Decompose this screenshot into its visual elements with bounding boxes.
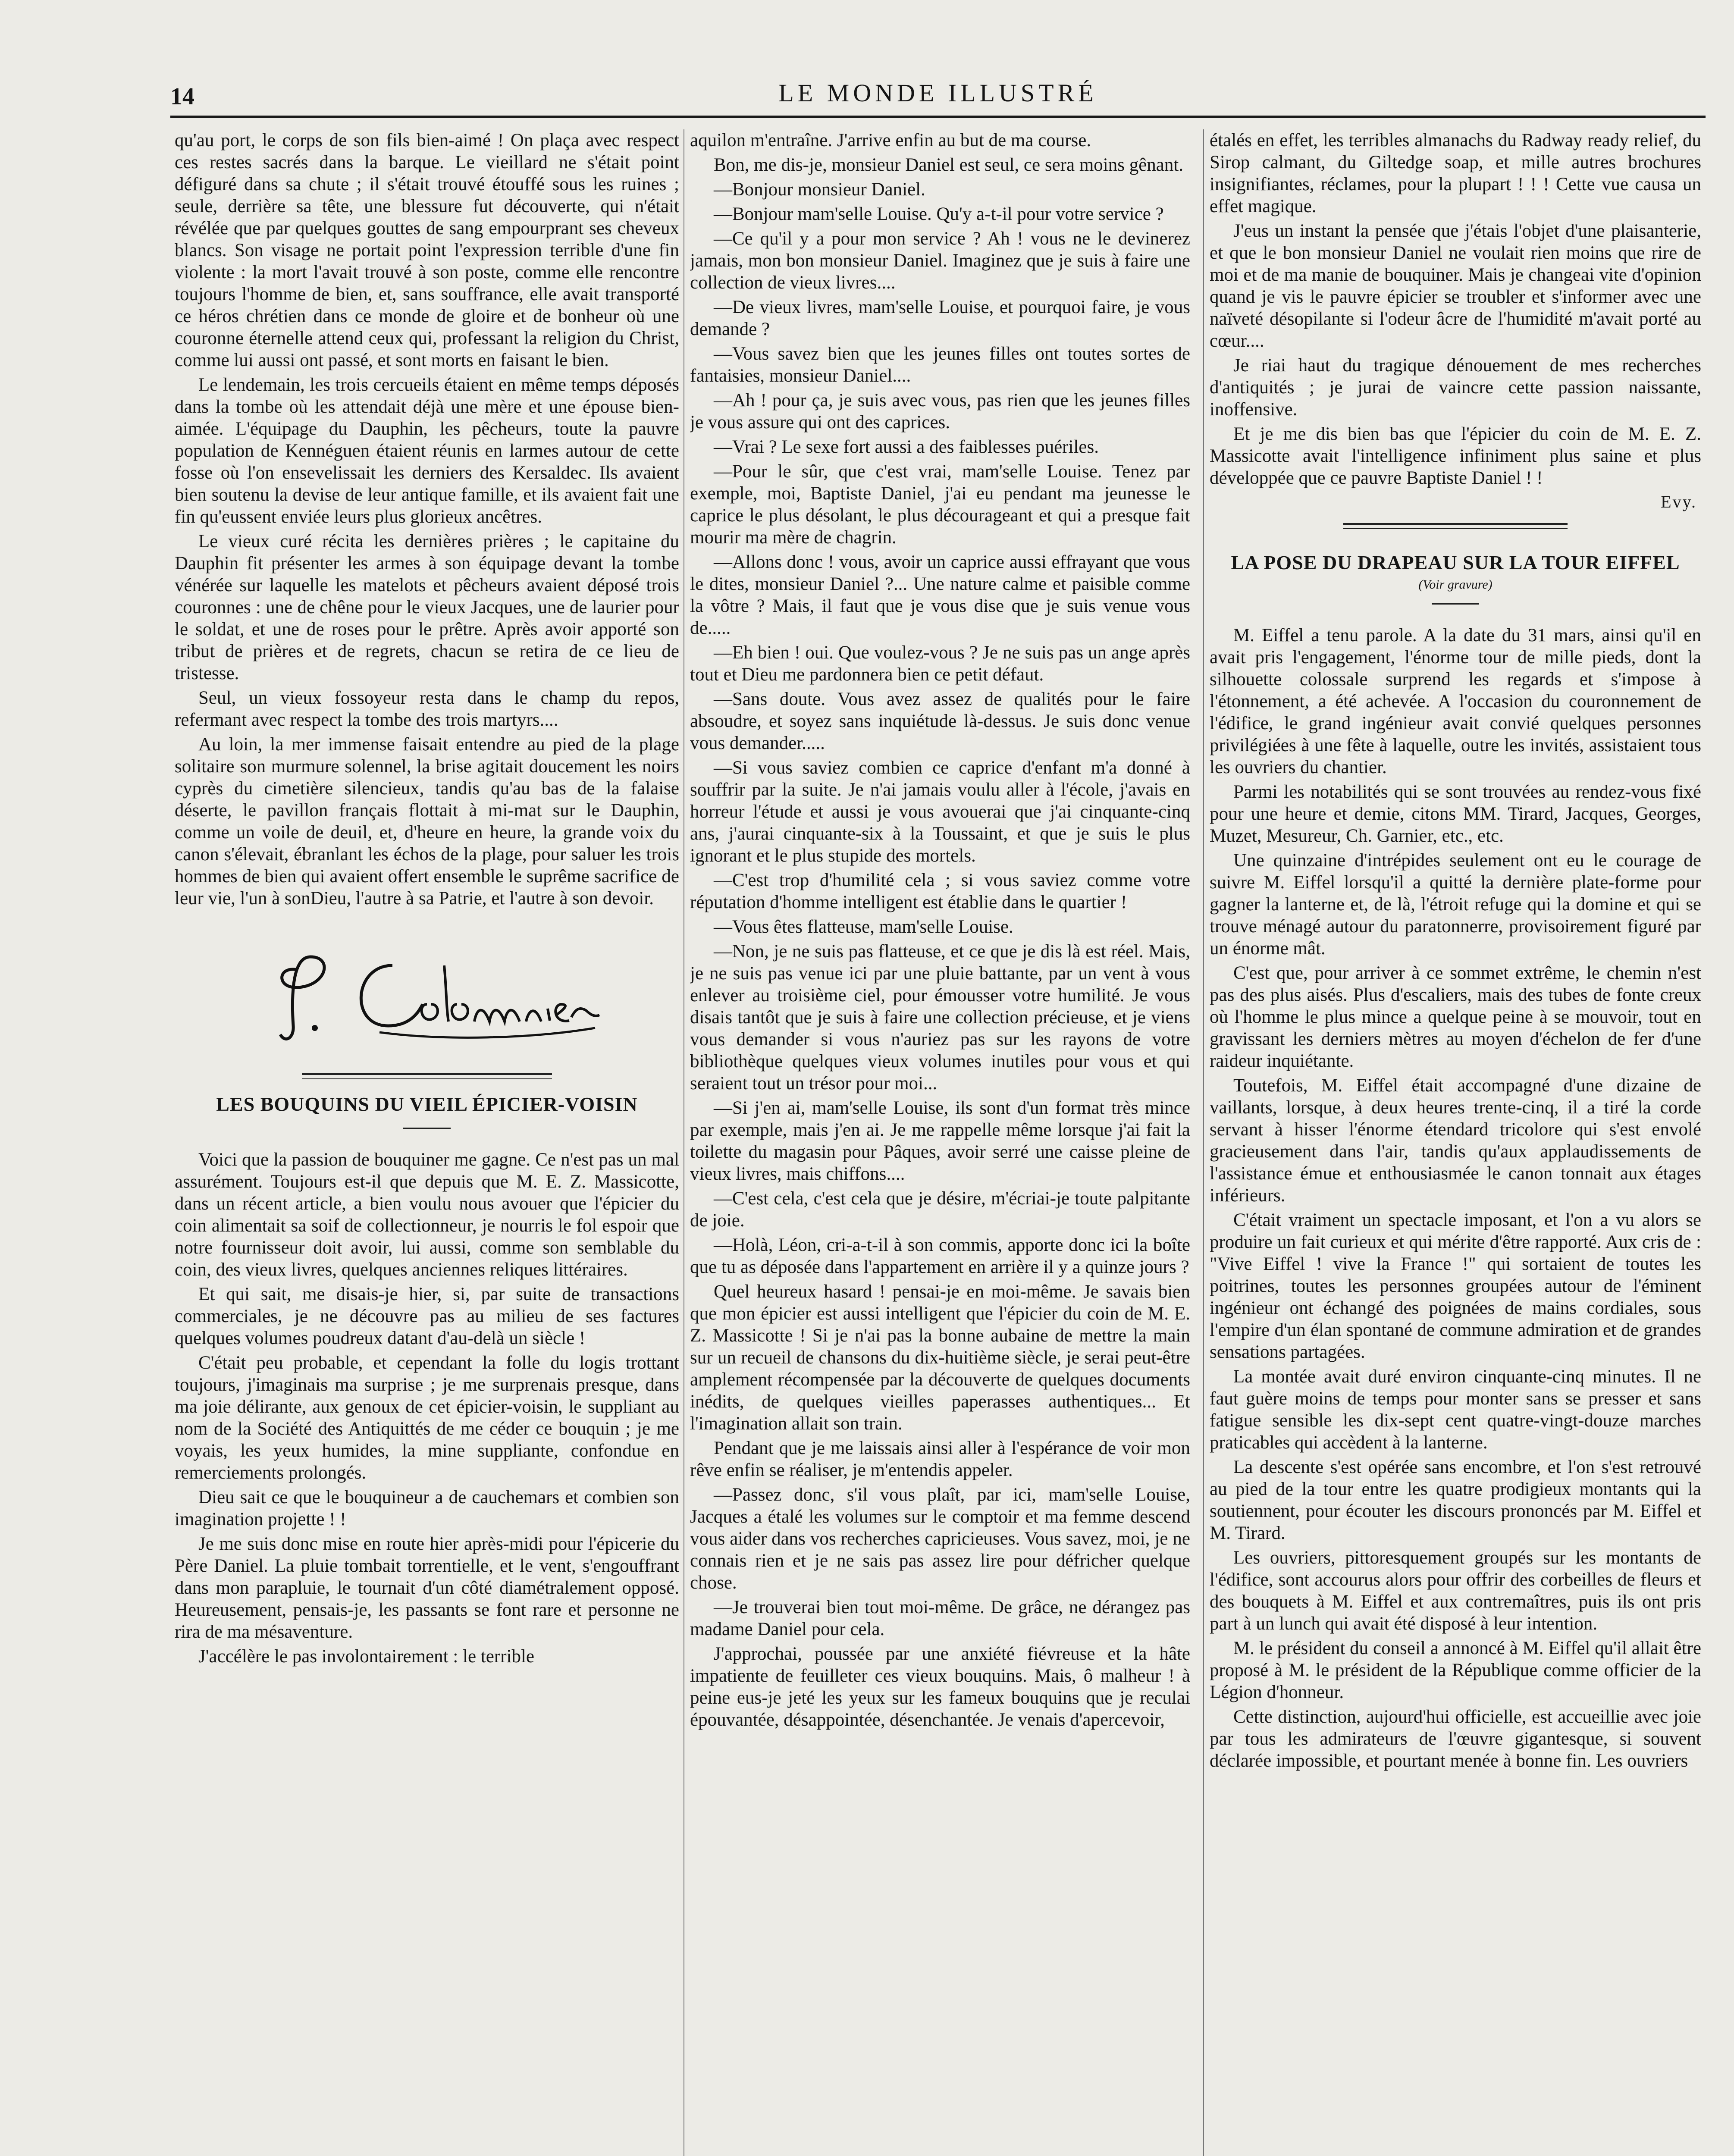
article-subtitle: (Voir gravure) bbox=[1418, 577, 1493, 592]
paragraph: Toutefois, M. Eiffel était accompagné d'une dizaine de vaillants, lorsque, à deux heures trente-cinq, il a tiré la corde servant à hisser l'énorme étendard tricolore qui s'est envolé gracieusement dans l'air, tandis qu'aux applaudissements de l'assistance émue et enthousiasmée le canon tonnait aux étages inférieurs. bbox=[1210, 1075, 1701, 1206]
signature-drawing bbox=[250, 940, 604, 1052]
column-2 bbox=[690, 129, 1190, 2156]
paragraph: Une quinzaine d'intrépides seulement ont eu le courage de suivre M. Eiffel lorsqu'il a quitté la dernière plate-forme pour gagner la lanterne et, de là, l'étroit refuge qui la domine et qui se trouve ménagé autour du paratonnerre, provisoirement figuré par un énorme mât. bbox=[1210, 850, 1701, 959]
title-rule bbox=[403, 1128, 451, 1129]
column-1 bbox=[175, 129, 679, 2156]
paragraph: Pendant que je me laissais ainsi aller à l'espérance de voir mon rêve enfin se réaliser, je m'entendis appeler. bbox=[690, 1438, 1190, 1480]
paragraph: Bon, me dis-je, monsieur Daniel est seul, ce sera moins gênant. bbox=[714, 155, 1184, 175]
dialogue-line: —Ah ! pour ça, je suis avec vous, pas rien que les jeunes filles je vous assure qui ont des caprices. bbox=[690, 390, 1190, 432]
dialogue-line: —De vieux livres, mam'selle Louise, et pourquoi faire, je vous demande ? bbox=[690, 297, 1190, 339]
paragraph: Cette distinction, aujourd'hui officielle, est accueillie avec joie par tous les admirateurs de l'œuvre gigantesque, si souvent déclarée impossible, et pourtant menée à bonne fin. Les ouvriers bbox=[1210, 1707, 1701, 1771]
journal-title: LE MONDE ILLUSTRÉ bbox=[778, 79, 1097, 107]
paragraph: aquilon m'entraîne. J'arrive enfin au but de ma course. bbox=[690, 130, 1091, 150]
dialogue-line: —Non, je ne suis pas flatteuse, et ce que je dis là est réel. Mais, je ne suis pas venue ici par une pluie battante, par un vent à vous enlever au troisième ciel, pour émousser votre humilité. Je vous disais tantôt que je suis à faire une collection précieuse, et je viens vous demander si vous n'auriez pas sur les rayons de votre bibliothèque quelques vieux volumes inutiles pour vous et qui seraient tout un trésor pour moi... bbox=[690, 941, 1190, 1094]
paragraph: Je me suis donc mise en route hier après-midi pour l'épicerie du Père Daniel. La pluie tombait torrentielle, et le vent, s'engouffrant dans mon parapluie, le tournait d'un côté diamétralement opposé. Heureusement, pensais-je, les passants se font rare et personne ne rira de ma mésaventure. bbox=[175, 1534, 679, 1642]
page-header bbox=[170, 73, 1706, 116]
dialogue-line: —Eh bien ! oui. Que voulez-vous ? Je ne suis pas un ange après tout et Dieu me pardonnera bien ce petit défaut. bbox=[690, 642, 1190, 685]
dialogue-line: —Je trouverai bien tout moi-même. De grâce, ne dérangez pas madame Daniel pour cela. bbox=[690, 1597, 1190, 1639]
paragraph: qu'au port, le corps de son fils bien-aimé ! On plaça avec respect ces restes sacrés dans la barque. Le vieillard ne s'était point défiguré dans sa chute ; il s'était trouvé étouffé sous les ruines ; seule, derrière sa tête, une blessure fut découverte, qui n'était révélée que par quelques gouttes de sang empourprant ses cheveux blancs. Son visage ne portait point l'expression terrible d'une fin violente : la mort l'avait trouvé à son poste, comme elle rencontre toujours l'homme de bien, et, sans souffrance, elle avait transporté ce héros chrétien dans ce monde de gloire et de bonheur où une couronne éternelle attend ceux qui, professant la religion du Christ, comme lui aussi ont passé, et sont morts en faisant le bien. bbox=[175, 130, 679, 370]
dialogue-line: —Sans doute. Vous avez assez de qualités pour le faire absoudre, et soyez sans inquiétude là-dessus. Je suis donc venue vous demander..... bbox=[690, 689, 1190, 753]
column-3 bbox=[1210, 129, 1701, 2156]
dialogue-line: —Si j'en ai, mam'selle Louise, ils sont d'un format très mince par exemple, mais j'en ai. Je me rappelle même lorsque j'ai fait la toilette du magasin pour Pâques, avoir serré une caisse pleine de vieux livres, mais chiffons.... bbox=[690, 1098, 1190, 1184]
paragraph: Les ouvriers, pittoresquement groupés sur les montants de l'édifice, sont accourus alors pour offrir des corbeilles de fleurs et des bouquets à M. Eiffel et aux contremaîtres, puis ils ont pris part à un lunch qui avait été disposé à leur intention. bbox=[1210, 1548, 1701, 1634]
paragraph: Et qui sait, me disais-je hier, si, par suite de transactions commerciales, je ne découvre pas au milieu de ses factures quelques volumes poudreux datant d'au-delà un siècle ! bbox=[175, 1284, 679, 1348]
dialogue-line: —Passez donc, s'il vous plaît, par ici, mam'selle Louise, Jacques a étalé les volumes sur le comptoir et ma femme descend vous aider dans vos recherches capricieuses. Vous savez, moi, je ne connais rien et je ne sais pas assez lire pour défricher quelque chose. bbox=[690, 1485, 1190, 1593]
title-rule bbox=[1432, 603, 1479, 605]
dialogue-line: —Holà, Léon, cri-a-t-il à son commis, apporte donc ici la boîte que tu as déposée dans l'appartement en arrière il y a quinze jours ? bbox=[690, 1235, 1190, 1277]
dialogue-line: —Bonjour monsieur Daniel. bbox=[714, 179, 925, 200]
header-rule bbox=[170, 116, 1706, 118]
paragraph: La montée avait duré environ cinquante-cinq minutes. Il ne faut guère moins de temps pour monter sans se presser et sans fatigue sensible les dix-sept cent quatre-vingt-douze marches praticables qui accèdent à la lanterne. bbox=[1210, 1366, 1701, 1453]
dialogue-line: —C'est trop d'humilité cela ; si vous saviez comme votre réputation d'homme intelligent est établie dans le quartier ! bbox=[690, 870, 1190, 912]
paragraph: C'était peu probable, et cependant la folle du logis trottant toujours, j'imaginais ma surprise ; je me surprenais presque, dans ma joie délirante, aux genoux de cet épicier-voisin, le suppliant au nom de la Société des Antiquittés de me céder ce bouquin ; je me voyais, les yeux humides, la mine suppliante, confondue en remerciements prolongés. bbox=[175, 1353, 679, 1483]
paragraph: Quel heureux hasard ! pensai-je en moi-même. Je savais bien que mon épicier est aussi intelligent que l'épicier du coin de M. E. Z. Massicotte ! Si je n'ai pas la bonne aubaine de mettre la main sur un recueil de chansons du dix-huitième siècle, je serai peut-être amplement récompensée par la découverte de quelques documents inédits, de quelques vieilles paperasses authentiques... Et l'imagination allait son train. bbox=[690, 1282, 1190, 1434]
dialogue-line: —Vous êtes flatteuse, mam'selle Louise. bbox=[714, 917, 1013, 937]
dialogue-line: —Vous savez bien que les jeunes filles ont toutes sortes de fantaisies, monsieur Daniel.... bbox=[690, 344, 1190, 386]
article-title: LES BOUQUINS DU VIEIL ÉPICIER-VOISIN bbox=[216, 1093, 638, 1115]
paragraph: Au loin, la mer immense faisait entendre au pied de la plage solitaire son murmure solennel, la brise agitait doucement les noirs cyprès du cimetière silencieux, tandis qu'au bas de la falaise déserte, le pavillon français flottait à mi-mat sur le Dauphin, comme un voile de deuil, et, d'heure en heure, la grande voix du canon s'élevait, ébranlant les échos de la plage, pour saluer les trois hommes de bien qui avaient offert ensemble le suprême sacrifice de leur vie, l'un à sonDieu, l'autre à sa Patrie, et l'autre à son devoir. bbox=[175, 734, 679, 909]
paragraph: Seul, un vieux fossoyeur resta dans le champ du repos, refermant avec respect la tombe des trois martyrs.... bbox=[175, 688, 679, 730]
dialogue-line: —Pour le sûr, que c'est vrai, mam'selle Louise. Tenez par exemple, moi, Baptiste Daniel, j'ai eu pendant ma jeunesse le caprice le plus désolant, le plus décourageant et qui a presque fait mourir ma mère de chagrin. bbox=[690, 461, 1190, 548]
dialogue-line: —Bonjour mam'selle Louise. Qu'y a-t-il pour votre service ? bbox=[714, 204, 1164, 224]
paragraph: Et je me dis bien bas que l'épicier du coin de M. E. Z. Massicotte avait l'intelligence infiniment plus saine et plus développée que ce pauvre Baptiste Daniel ! ! bbox=[1210, 424, 1701, 488]
paragraph: J'accélère le pas involontairement : le terrible bbox=[198, 1646, 534, 1667]
paragraph: Parmi les notabilités qui se sont trouvées au rendez-vous fixé pour une heure et demie, citons MM. Tirard, Jacques, Georges, Muzet, Mesureur, Ch. Garnier, etc., etc. bbox=[1210, 782, 1701, 846]
author-signature: Evy. bbox=[1661, 492, 1697, 511]
dialogue-line: —Si vous saviez combien ce caprice d'enfant m'a donné à souffrir par la suite. Je n'ai jamais voulu aller à l'école, j'avais en horreur l'étude et aussi je vous avouerai que j'ai cinquante-cinq ans, j'aurai cinquante-six à la Toussaint, et que je suis le plus ignorant et le plus stupide des mortels. bbox=[690, 758, 1190, 866]
paragraph: Je riai haut du tragique dénouement de mes recherches d'antiquités ; je jurai de vaincre cette passion naissante, inoffensive. bbox=[1210, 355, 1701, 420]
paragraph: M. le président du conseil a annoncé à M. Eiffel qu'il allait être proposé à M. le président de la République comme officier de la Légion d'honneur. bbox=[1210, 1638, 1701, 1702]
paragraph: C'était vraiment un spectacle imposant, et l'on a vu alors se produire un fait curieux et qui mérite d'être rapporté. Aux cris de : "Vive Eiffel ! vive la France !" qui sortaient de toutes les poitrines, toutes les personnes groupées autour de l'éminent ingénieur ont échangé des poignées de mains cordiales, sous l'empire d'un élan spontané de commune admiration et de grandes sensations partagées. bbox=[1210, 1210, 1701, 1362]
dialogue-line: —Allons donc ! vous, avoir un caprice aussi effrayant que vous le dites, monsieur Daniel ?... Une nature calme et paisible comme la vôtre ? Mais, il faut que je vous dise que je suis venue vous de..... bbox=[690, 552, 1190, 638]
page-number: 14 bbox=[170, 83, 194, 110]
dialogue-line: —Ce qu'il y a pour mon service ? Ah ! vous ne le devinerez jamais, mon bon monsieur Daniel. Imaginez que je suis à faire une collection de vieux livres.... bbox=[690, 229, 1190, 293]
paragraph: J'eus un instant la pensée que j'étais l'objet d'une plaisanterie, et que le bon monsieur Daniel ne voulait rien moins que rire de moi et de ma manie de bouquiner. Mais je changeai vite d'opinion quand je vis le pauvre épicier se troubler et s'informer avec une naïveté désopilante si l'odeur âcre de l'humidité m'avait porté au cœur.... bbox=[1210, 221, 1701, 351]
paragraph: J'approchai, poussée par une anxiété fiévreuse et la hâte impatiente de feuilleter ces vieux bouquins. Mais, ô malheur ! à peine eus-je jeté les yeux sur les fameux bouquins que je reculai épouvantée, désappointée, désenchantée. Je venais d'apercevoir, bbox=[690, 1644, 1190, 1730]
dialogue-line: —Vrai ? Le sexe fort aussi a des faiblesses puériles. bbox=[714, 437, 1099, 457]
paragraph: Voici que la passion de bouquiner me gagne. Ce n'est pas un mal assurément. Toujours est-il que depuis que M. E. Z. Massicotte, dans un récent article, a bien voulu nous avouer que l'épicier du coin alimentait sa soif de collectionneur, je nourris le fol espoir que notre fournisseur doit avoir, lui aussi, comme son semblable du coin, des vieux livres, quelques anciennes reliques littéraires. bbox=[175, 1150, 679, 1280]
section-rule bbox=[1343, 523, 1568, 529]
handwritten-signature bbox=[175, 940, 679, 1065]
article-title: LA POSE DU DRAPEAU SUR LA TOUR EIFFEL bbox=[1231, 552, 1680, 573]
paragraph: Le vieux curé récita les dernières prières ; le capitaine du Dauphin fit présenter les armes à son équipage devant la tombe vénérée sur laquelle les matelots et pêcheurs avaient déposé trois couronnes : une de chêne pour le vieux Jacques, une de laurier pour le soldat, et une de roses pour le prêtre. Après avoir apporté son tribut de prières et de regrets, chacun se retira de ce lieu de tristesse. bbox=[175, 531, 679, 683]
section-rule bbox=[302, 1073, 552, 1079]
paragraph: M. Eiffel a tenu parole. A la date du 31 mars, ainsi qu'il en avait pris l'engagement, l'énorme tour de mille pieds, dont la silhouette colossale surprend les regards et s'impose à l'étonnement, a été achevée. A l'occasion du couronnement de l'édifice, le grand ingénieur avait convié quelques personnes privilégiées à une fête à laquelle, outre les invités, assistaient tous les ouvriers du chantier. bbox=[1210, 625, 1701, 777]
paragraph: Le lendemain, les trois cercueils étaient en même temps déposés dans la tombe où les attendait déjà une mère et une épouse bien-aimée. L'équipage du Dauphin, les pêcheurs, toute la pauvre population de Kennéguen étaient réunis en larmes autour de cette fosse où l'on ensevelissait les derniers des Kersaldec. Ils avaient bien soutenu la devise de leur antique famille, et ils avaient fait une fin qu'eussent enviée leurs plus glorieux ancêtres. bbox=[175, 375, 679, 527]
paragraph: étalés en effet, les terribles almanachs du Radway ready relief, du Sirop calmant, du Giltedge soap, et mille autres brochures insignifiantes, réclames, pour la plupart ! ! ! Cette vue causa un effet magique. bbox=[1210, 130, 1701, 216]
paragraph: La descente s'est opérée sans encombre, et l'on s'est retrouvé au pied de la tour entre les quatre prodigieux montants qui la soutiennent, pour écouter les discours prononcés par M. Eiffel et M. Tirard. bbox=[1210, 1457, 1701, 1543]
dialogue-line: —C'est cela, c'est cela que je désire, m'écriai-je toute palpitante de joie. bbox=[690, 1188, 1190, 1231]
paragraph: C'est que, pour arriver à ce sommet extrême, le chemin n'est pas des plus aisés. Plus d'escaliers, mais des tubes de fonte creux où l'homme le plus mince a quelque peine à se mouvoir, tout en gravissant les derniers mètres au moyen d'échelon de fer d'une raideur inquiétante. bbox=[1210, 963, 1701, 1071]
paragraph: Dieu sait ce que le bouquineur a de cauchemars et combien son imagination projette ! ! bbox=[175, 1487, 679, 1529]
column-divider bbox=[1203, 129, 1204, 2156]
